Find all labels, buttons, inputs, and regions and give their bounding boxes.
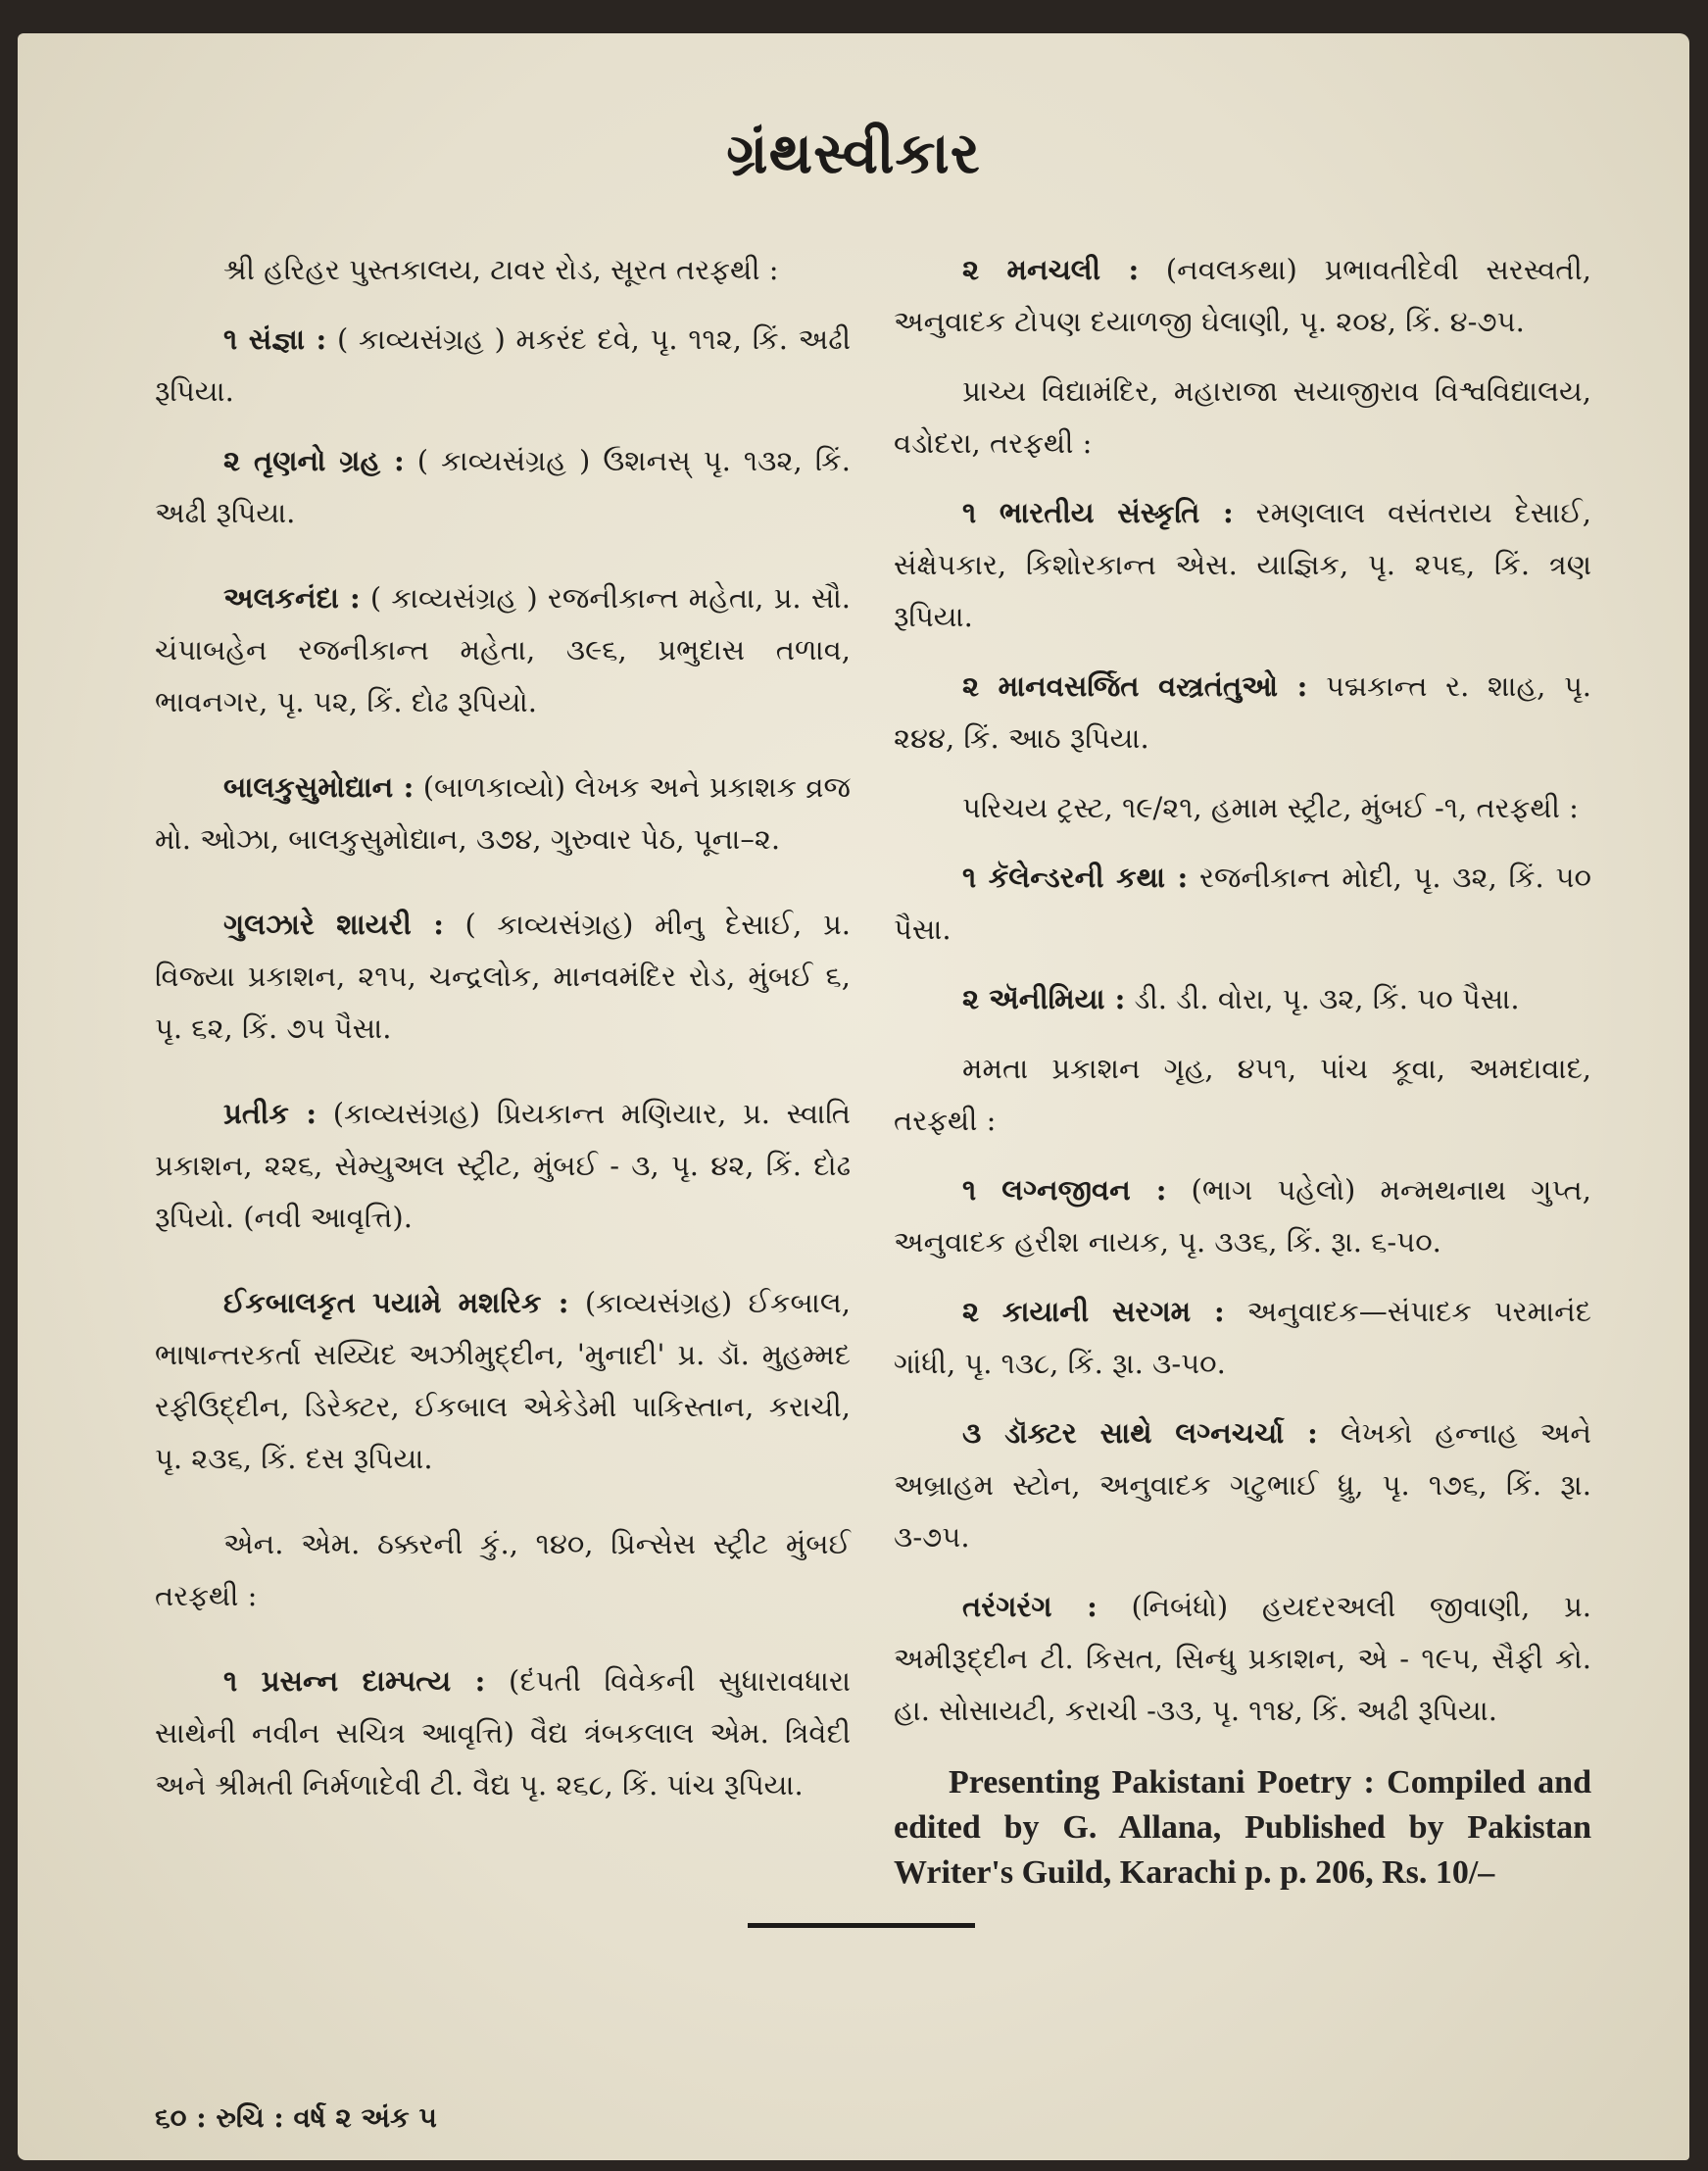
list-item: ૨ કાયાની સરગમ : અનુવાદક—સંપાદક પરમાનંદ ગાંધી, પૃ. ૧૩૮, કિં. રૂા. ૩-૫૦.: [894, 1295, 1591, 1380]
list-item: ૨ તૃણનો ગ્રહ : ( કાવ્યસંગ્રહ ) ઉશનસ્ પૃ. ૧૩૨, કિં. અઢી રૂપિયા.: [155, 444, 851, 529]
list-item: ગુલઝારે શાયરી : ( કાવ્યસંગ્રહ) મીનુ દેસાઈ, પ્ર. વિજ્યા પ્રકાશન, ૨૧૫, ચન્દ્રલોક, માનવમંદિર રોડ, મુંબઈ ૬, પૃ. ૬૨, કિં. ૭૫ પૈસા.: [155, 908, 851, 1045]
right-column: [894, 244, 1591, 1929]
list-item: ઈકબાલકૃત પયામે મશરિક : (કાવ્યસંગ્રહ) ઈકબાલ, ભાષાન્તરકર્તા સય્યિદ અઝીમુદ્દીન, 'મુનાદી' પ્ર. ડૉ. મુહમ્મદ રફીઉદ્દીન, ડિરેક્ટર, ઈકબાલ એકેડેમી પાકિસ્તાન, કરાચી, પૃ. ૨૩૬, કિં. દસ રૂપિયા.: [155, 1286, 851, 1475]
journal-page: [18, 33, 1689, 2160]
list-item: પ્રાચ્ય વિદ્યામંદિર, મહારાજા સયાજીરાવ વિશ્વવિદ્યાલય, વડોદરા, તરફથી :: [894, 374, 1591, 460]
english-entry: Presenting Pakistani Poetry : Compiled and edited by G. Allana, Published by Pakistan Writer's Guild, Karachi p. p. 206, Rs. 10/–: [894, 1764, 1591, 1891]
list-item: પ્રતીક : (કાવ્યસંગ્રહ) પ્રિયકાન્ત મણિયાર, પ્ર. સ્વાતિ પ્રકાશન, ૨૨૬, સેમ્યુઅલ સ્ટ્રીટ, મુંબઈ - ૩, પૃ. ૪૨, કિં. દોઢ રૂપિયો. (નવી આવૃત્તિ).: [155, 1097, 851, 1234]
list-item: મમતા પ્રકાશન ગૃહ, ૪૫૧, પાંચ કૂવા, અમદાવાદ, તરફથી :: [894, 1052, 1591, 1137]
list-item: શ્રી હરિહર પુસ્તકાલય, ટાવર રોડ, સૂરત તરફથી :: [223, 253, 779, 286]
list-item: ૨ ઍનીમિયા : ડી. ડી. વોરા, પૃ. ૩૨, કિં. ૫૦ પૈસા.: [962, 982, 1520, 1015]
list-item: ૨ માનવસર્જિત વસ્ત્રતંતુઓ : પદ્મકાન્ત ર. શાહ, પૃ. ૨૪૪, કિં. આઠ રૂપિયા.: [894, 669, 1591, 755]
page-title: ગ્રંથસ્વીકાર: [726, 120, 981, 186]
list-item: પરિચય ટ્રસ્ટ, ૧૯/૨૧, હમામ સ્ટ્રીટ, મુંબઈ -૧, તરફથી :: [962, 791, 1579, 824]
list-item: બાલકુસુમોદ્યાન : (બાળકાવ્યો) લેખક અને પ્રકાશક વ્રજ મો. ઓઝા, બાલકુસુમોદ્યાન, ૩૭૪, ગુરુવાર પેઠ, પૂના–૨.: [155, 770, 851, 856]
list-item: ૧ કૅલેન્ડરની કથા : રજનીકાન્ત મોદી, પૃ. ૩૨, કિં. ૫૦ પૈસા.: [894, 861, 1591, 946]
list-item: ૧ પ્રસન્ન દામ્પત્ય : (દંપતી વિવેકની સુધારાવધારા સાથેની નવીન સચિત્ર આવૃત્તિ) વૈદ્ય ત્રંબકલાલ એમ. ત્રિવેદી અને શ્રીમતી નિર્મળાદેવી ટી. વૈદ્ય પૃ. ૨૬૮, કિં. પાંચ રૂપિયા.: [155, 1664, 851, 1801]
list-item: તરંગરંગ : (નિબંધો) હયદરઅલી જીવાણી, પ્ર. અમીરૂદ્દીન ટી. કિસત, સિન્ધુ પ્રકાશન, એ - ૧૯૫, સૈફી કો. હા. સોસાયટી, કરાચી -૩૩, પૃ. ૧૧૪, કિં. અઢી રૂપિયા.: [894, 1590, 1592, 1727]
list-item: અલકનંદા : ( કાવ્યસંગ્રહ ) રજનીકાન્ત મહેતા, પ્ર. સૌ. ચંપાબહેન રજનીકાન્ત મહેતા, ૩૯૬, પ્રભુદાસ તળાવ, ભાવનગર, પૃ. ૫૨, કિં. દોઢ રૂપિયો.: [155, 581, 851, 718]
list-item: ૩ ડૉક્ટર સાથે લગ્નચર્ચા : લેખકો હન્નાહ અને અબ્રાહમ સ્ટોન, અનુવાદક ગટુભાઈ ધ્રુ, પૃ. ૧૭૬, કિં. રૂા. ૩-૭૫.: [894, 1416, 1591, 1554]
list-item: ૧ ભારતીય સંસ્કૃતિ : રમણલાલ વસંતરાય દેસાઈ, સંક્ષેપકાર, કિશોરકાન્ત એસ. યાજ્ઞિક, પૃ. ૨૫૬, કિં. ત્રણ રૂપિયા.: [894, 496, 1591, 633]
page-footer: ૬૦ : રુચિ : વર્ષ ૨ અંક ૫: [155, 2101, 437, 2134]
list-item: ૧ સંજ્ઞા : ( કાવ્યસંગ્રહ ) મકરંદ દવે, પૃ. ૧૧૨, કિં. અઢી રૂપિયા.: [155, 322, 851, 408]
left-column: [155, 244, 851, 1829]
list-item: એન. એમ. ઠક્કરની કું., ૧૪૦, પ્રિન્સેસ સ્ટ્રીટ મુંબઈ તરફથી :: [155, 1527, 851, 1612]
section-divider: [748, 1923, 975, 1928]
list-item: ૧ લગ્નજીવન : (ભાગ પહેલો) મન્મથનાથ ગુપ્ત, અનુવાદક હરીશ નાયક, પૃ. ૩૩૬, કિં. રૂા. ૬-૫૦.: [894, 1173, 1591, 1258]
list-item: ૨ મનચલી : (નવલકથા) પ્રભાવતીદેવી સરસ્વતી, અનુવાદક ટોપણ દયાળજી ઘેલાણી, પૃ. ૨૦૪, કિં. ૪-૭૫.: [894, 253, 1591, 338]
